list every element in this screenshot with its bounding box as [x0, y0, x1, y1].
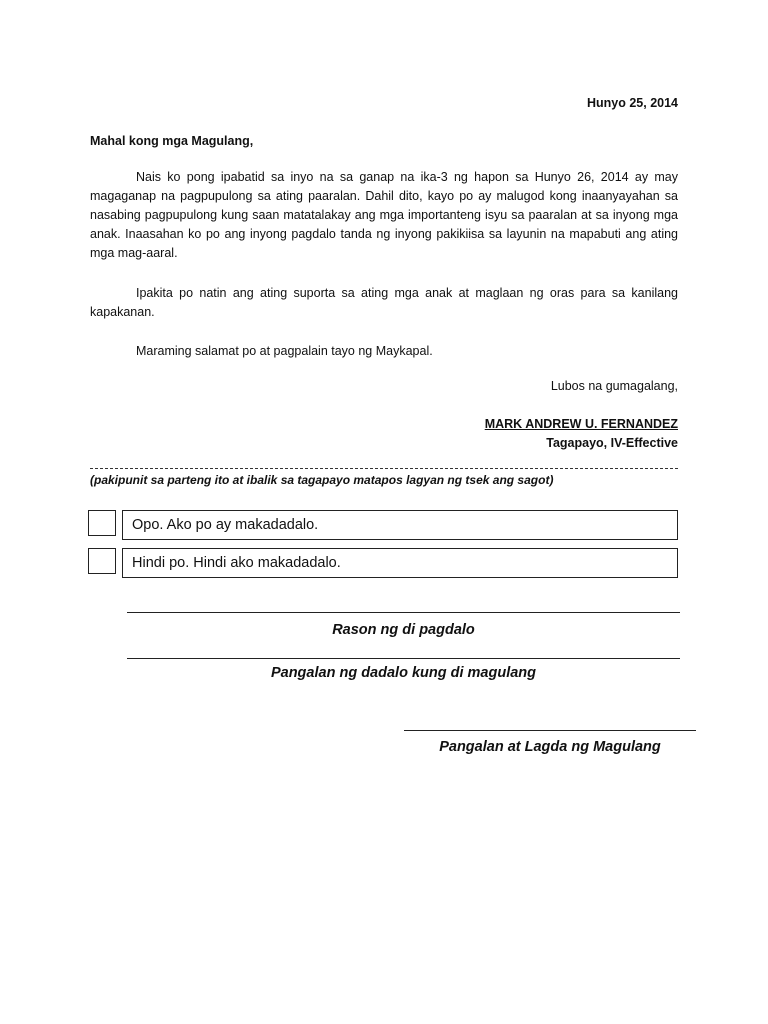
closing-phrase: Lubos na gumagalang,	[550, 379, 678, 393]
reason-line[interactable]	[127, 612, 680, 613]
option-attend-no: Hindi po. Hindi ako makadadalo.	[122, 548, 678, 578]
salutation: Mahal kong mga Magulang,	[90, 134, 254, 148]
tear-off-dashed-line	[90, 468, 678, 469]
parent-signature-label: Pangalan at Lagda ng Magulang	[439, 739, 661, 755]
parent-signature-line[interactable]	[404, 730, 696, 731]
letter-date: Hunyo 25, 2014	[586, 96, 678, 110]
checkbox-attend-no[interactable]	[88, 548, 116, 574]
body-paragraph-1: Nais ko pong ipabatid sa inyo na sa ganap na ika-3 ng hapon sa Hunyo 26, 2014 ay may magaganap na pagpupulong sa ating paaralan. Dahil dito, kayo po ay malugod kong inaanyayahan sa nasabing pagpupulong kung saan matatalakay ang mga importanteng isyu sa paaralan at sa inyong mga anak. Inaasahan ko po ang inyong pagdalo tanda ng inyong pakikiisa sa layunin na mapabuti ang ating mga mag-aaral.	[90, 170, 678, 260]
attendee-name-line[interactable]	[127, 658, 680, 659]
checkbox-attend-yes[interactable]	[88, 510, 116, 536]
attendee-name-label: Pangalan ng dadalo kung di magulang	[270, 665, 537, 681]
body-paragraph-3: Maraming salamat po at pagpalain tayo ng Maykapal.	[136, 344, 433, 358]
body-paragraph-2: Ipakita po natin ang ating suporta sa ating mga anak at maglaan ng oras para sa kanilang kapakanan.	[90, 286, 678, 319]
reason-label: Rason ng di pagdalo	[332, 622, 475, 638]
signer-title: Tagapayo, IV-Effective	[546, 436, 678, 450]
tear-off-instruction: (pakipunit sa parteng ito at ibalik sa tagapayo matapos lagyan ng tsek ang sagot)	[90, 473, 554, 487]
option-attend-yes: Opo. Ako po ay makadadalo.	[122, 510, 678, 540]
signer-name: MARK ANDREW U. FERNANDEZ	[484, 417, 678, 431]
